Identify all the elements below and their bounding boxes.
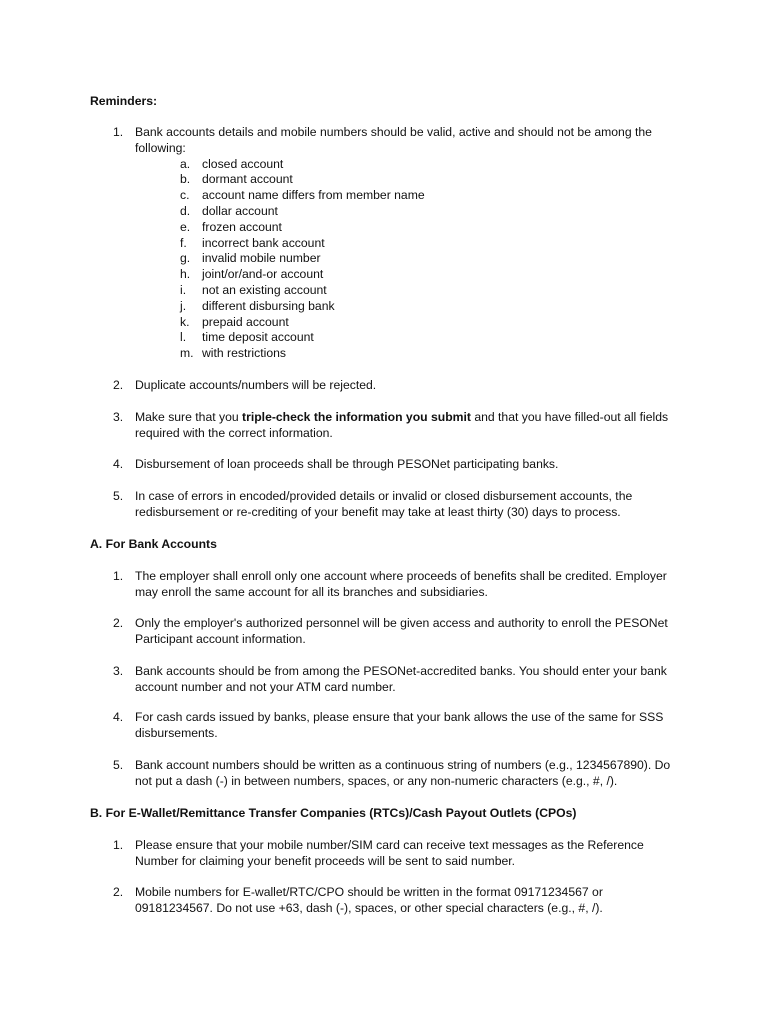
item-text: not an existing account (202, 282, 327, 297)
list-item (135, 299, 675, 315)
list-item (135, 346, 675, 362)
list-item (135, 283, 675, 299)
item-text: joint/or/and-or account (202, 267, 324, 282)
item-number: 4. (113, 710, 124, 724)
item-number: 5. (113, 758, 124, 772)
item-letter: a. (180, 156, 191, 171)
item-text: Mobile numbers for E-wallet/RTC/CPO should be written in the format 09171234567 or 09181234567. Do not use +63, dash (-), spaces, or other special characters (e.g., #, /). (135, 885, 603, 915)
list-item (135, 172, 675, 188)
item-letter: i. (180, 282, 187, 297)
item-text: For cash cards issued by banks, please ensure that your bank allows the use of the same for SSS disbursements. (135, 710, 664, 740)
item-text: Bank accounts details and mobile numbers should be valid, active and should not be among the following: (135, 125, 652, 155)
reminders-heading: Reminders: (90, 94, 158, 108)
item-letter: d. (180, 203, 191, 218)
item-number: 1. (113, 569, 124, 583)
list-item (135, 188, 675, 204)
item-text: dollar account (202, 203, 278, 218)
item-text: invalid mobile number (202, 251, 321, 266)
item-text: The employer shall enroll only one account where proceeds of benefits shall be credited. Employer may enroll the same account for all its branches and subsidiaries. (135, 569, 667, 599)
bank-accounts-heading: A. For Bank Accounts (90, 537, 217, 551)
item-letter: b. (180, 172, 191, 187)
list-item (135, 220, 675, 236)
emphasis-text: triple-check the information you submit (242, 410, 471, 424)
item-text: Only the employer's authorized personnel will be given access and authority to enroll the PESONet Participant account information. (135, 616, 668, 646)
item-text: Bank accounts should be from among the PESONet-accredited banks. You should enter your bank account number and not your ATM card number. (135, 664, 667, 694)
item-text: Disbursement of loan proceeds shall be through PESONet participating banks. (135, 457, 559, 471)
item-number: 2. (113, 885, 124, 899)
item-number: 3. (113, 664, 124, 678)
list-item (135, 204, 675, 220)
item-letter: h. (180, 267, 191, 282)
item-letter: g. (180, 251, 191, 266)
item-text: prepaid account (202, 314, 289, 329)
text-segment: Make sure that you (135, 410, 243, 424)
item-letter: j. (180, 298, 187, 313)
item-letter: f. (180, 235, 187, 250)
item-text: frozen account (202, 219, 282, 234)
item-number: 2. (113, 378, 124, 392)
item-text: dormant account (202, 172, 293, 187)
list-item (135, 251, 675, 267)
item-number: 1. (113, 125, 124, 139)
item-text: different disbursing bank (202, 298, 335, 313)
item-letter: l. (180, 330, 187, 345)
item-text: Duplicate accounts/numbers will be rejected. (135, 378, 377, 392)
item-letter: m. (180, 346, 194, 361)
item-letter: c. (180, 188, 190, 203)
item-letter: k. (180, 314, 190, 329)
list-item (135, 267, 675, 283)
item-text: Bank account numbers should be written as a continuous string of numbers (e.g., 1234567890). Do not put a dash (-) in between numbers, spaces, or any non-numeric characters (e.g., #, /). (135, 758, 671, 788)
item-text: closed account (202, 156, 284, 171)
list-item (135, 315, 675, 331)
item-number: 2. (113, 616, 124, 630)
item-letter: e. (180, 219, 191, 234)
item-number: 1. (113, 838, 124, 852)
item-number: 4. (113, 457, 124, 471)
item-text (135, 410, 675, 442)
list-item (135, 330, 675, 346)
item-text: incorrect bank account (202, 235, 325, 250)
list-item (135, 236, 675, 252)
sub-list (135, 157, 675, 362)
text-segment: and that you have filled-out all fields required with the correct information. (135, 410, 669, 440)
item-number: 5. (113, 489, 124, 503)
item-number: 3. (113, 410, 124, 424)
item-text: with restrictions (202, 346, 286, 361)
item-text: time deposit account (202, 330, 314, 345)
item-text: In case of errors in encoded/provided details or invalid or closed disbursement accounts, the redisbursement or re-crediting of your benefit may take at least thirty (30) days to process. (135, 489, 633, 519)
list-item (135, 157, 675, 173)
item-text: Please ensure that your mobile number/SIM card can receive text messages as the Reference Number for claiming your benefit proceeds will be sent to said number. (135, 838, 644, 868)
item-text: account name differs from member name (202, 188, 425, 203)
ewallet-heading: B. For E-Wallet/Remittance Transfer Companies (RTCs)/Cash Payout Outlets (CPOs) (90, 806, 577, 820)
